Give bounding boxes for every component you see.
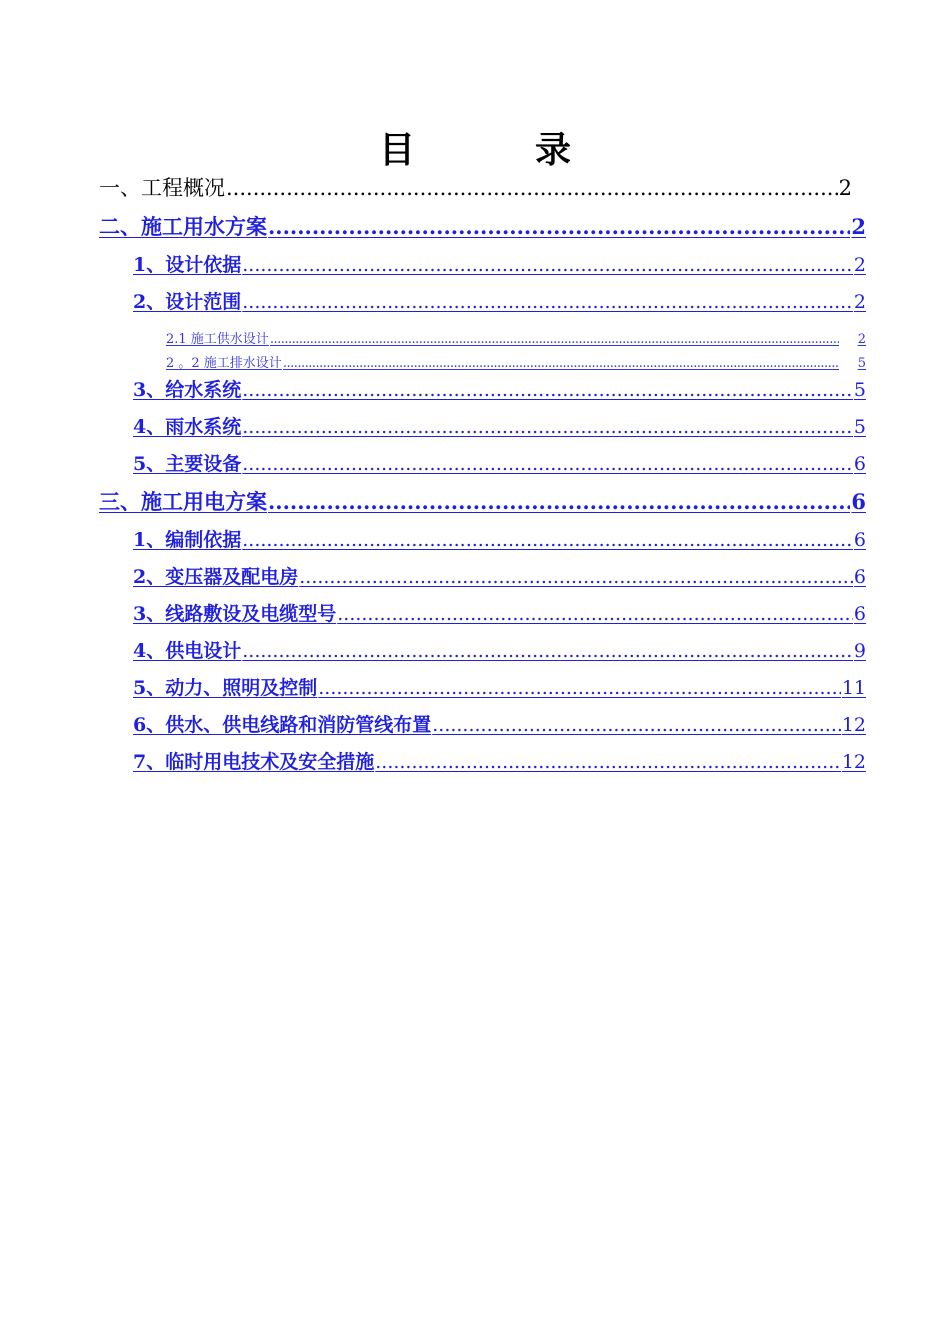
- toc-page-number: 6: [853, 453, 866, 475]
- toc-entry-design-scope[interactable]: [133, 290, 866, 314]
- toc-entry-label: 4、供电设计: [133, 640, 242, 662]
- dot-leader: [242, 378, 853, 402]
- toc-page-number: 5: [857, 356, 866, 371]
- toc-entry-label: 1、编制依据: [133, 529, 242, 551]
- toc-page-number: 12: [841, 714, 866, 736]
- toc-entry-water-plan[interactable]: [99, 214, 866, 240]
- dot-leader: [226, 175, 838, 201]
- toc-entry-cable-laying[interactable]: [133, 602, 866, 626]
- toc-page-number: 6: [853, 566, 866, 588]
- toc-page-number: 9: [853, 640, 866, 662]
- toc-page-number: 2: [853, 291, 866, 313]
- toc-page-number: 2: [857, 332, 866, 347]
- dot-leader: [270, 332, 839, 348]
- toc-page-number: 12: [841, 751, 866, 773]
- toc-page-number: 6: [853, 529, 866, 551]
- toc-entry-label: 2、设计范围: [133, 291, 242, 313]
- toc-entry-power-supply-design[interactable]: [133, 639, 866, 663]
- toc-page-number: 11: [841, 677, 866, 699]
- toc-entry-temporary-power-safety[interactable]: [133, 750, 866, 774]
- dot-leader: [242, 415, 853, 439]
- toc-entry-label: 7、临时用电技术及安全措施: [133, 751, 375, 773]
- toc-entry-label: 3、线路敷设及电缆型号: [133, 603, 337, 625]
- toc-entry-label: 4、雨水系统: [133, 416, 242, 438]
- toc-page-number: 6: [851, 489, 866, 514]
- toc-entry-drainage-design[interactable]: [166, 356, 866, 372]
- toc-entry-power-lighting-control[interactable]: [133, 676, 866, 700]
- toc-entry-label: 5、主要设备: [133, 453, 242, 475]
- toc-entry-water-supply-system[interactable]: [133, 378, 866, 402]
- toc-entry-label: 2、变压器及配电房: [133, 566, 299, 588]
- toc-page-number: 2: [851, 214, 866, 239]
- toc-entry-label: 一、工程概况: [99, 176, 225, 200]
- toc-entry-label: 三、施工用电方案: [99, 489, 267, 514]
- toc-page-number: 5: [853, 416, 866, 438]
- toc-entry-label: 6、供水、供电线路和消防管线布置: [133, 714, 432, 736]
- dot-leader: [242, 452, 853, 476]
- toc-entry-label: 2 。2 施工排水设计: [166, 356, 282, 371]
- toc-entry-main-equipment[interactable]: [133, 452, 866, 476]
- dot-leader: [337, 602, 853, 626]
- toc-entry-label: 1、设计依据: [133, 254, 242, 276]
- toc-entry-water-supply-design[interactable]: [166, 332, 866, 348]
- toc-entry-label: 2.1 施工供水设计: [166, 332, 269, 347]
- dot-leader: [242, 290, 853, 314]
- toc-page-number: 2: [853, 254, 866, 276]
- toc-page-number: 5: [853, 379, 866, 401]
- toc-entry-design-basis[interactable]: [133, 253, 866, 277]
- dot-leader: [268, 489, 850, 515]
- toc-page-number: 6: [853, 603, 866, 625]
- toc-entry-project-overview[interactable]: [99, 175, 852, 201]
- toc-entry-label: 5、动力、照明及控制: [133, 677, 318, 699]
- toc-entry-label: 3、给水系统: [133, 379, 242, 401]
- dot-leader: [318, 676, 841, 700]
- toc-entry-transformer-room[interactable]: [133, 565, 866, 589]
- dot-leader: [268, 214, 850, 240]
- dot-leader: [283, 356, 839, 372]
- toc-entry-rainwater-system[interactable]: [133, 415, 866, 439]
- toc-entry-compilation-basis[interactable]: [133, 528, 866, 552]
- dot-leader: [242, 253, 853, 277]
- toc-entry-pipeline-layout[interactable]: [133, 713, 866, 737]
- toc-page-number: 2: [838, 176, 852, 200]
- dot-leader: [432, 713, 841, 737]
- dot-leader: [299, 565, 853, 589]
- toc-entry-label: 二、施工用水方案: [99, 214, 267, 239]
- toc-entry-power-plan[interactable]: [99, 489, 866, 515]
- dot-leader: [242, 528, 853, 552]
- toc-title: 目 录: [378, 129, 613, 171]
- dot-leader: [242, 639, 853, 663]
- dot-leader: [375, 750, 841, 774]
